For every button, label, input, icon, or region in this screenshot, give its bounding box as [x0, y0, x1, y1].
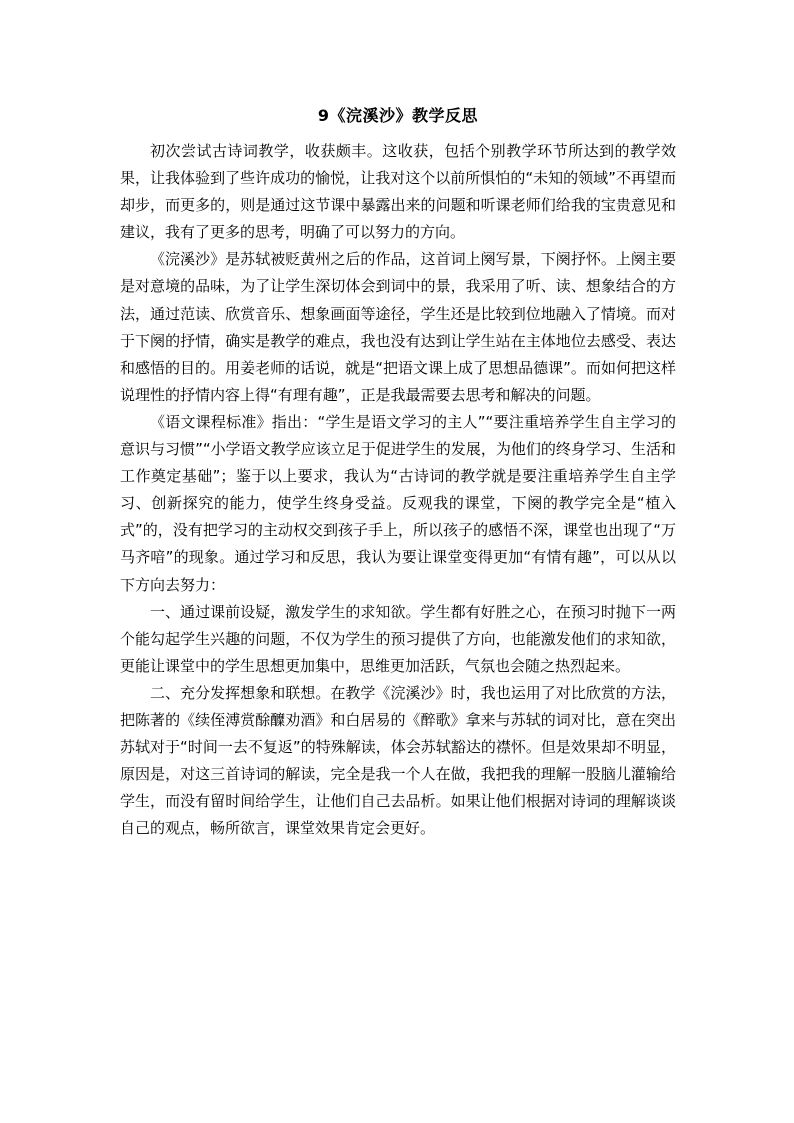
- paragraph-curriculum-standard: 《语文课程标准》指出：“学生是语文学习的主人”“要注重培养学生自主学习的意识与习惯”“小学语文教学应该立足于促进学生的发展，为他们的终身学习、生活和工作奠定基础”；鉴于以上要求，我认为“古诗词的教学就是要注重培养学生自主学习、创新探究的能力，使学生终身受益。反观我的课堂，下阕的教学完全是“植入式”的，没有把学习的主动权交到孩子手上，所以孩子的感悟不深，课堂也出现了“万马齐喑”的现象。通过学习和反思，我认为要让课堂变得更加“有情有趣”，可以从以下方向去努力：: [120, 412, 676, 594]
- paragraph-intro: 初次尝试古诗词教学，收获颇丰。这收获，包括个别教学环节所达到的教学效果，让我体验到了些许成功的愉悦，让我对这个以前所惧怕的“未知的领域”不再望而却步，而更多的，则是通过这节课中暴露出来的问题和听课老师们给我的宝贵意见和建议，我有了更多的思考，明确了可以努力的方向。: [120, 142, 676, 242]
- paragraph-point-two: 二、充分发挥想象和联想。在教学《浣溪沙》时，我也运用了对比欣赏的方法，把陈著的《续侄溥赏酴醾劝酒》和白居易的《醉歌》拿来与苏轼的词对比，意在突出苏轼对于“时间一去不复返”的特殊解读，体会苏轼豁达的襟怀。但是效果却不明显，原因是，对这三首诗词的解读，完全是我一个人在做，我把我的理解一股脑儿灌输给学生，而没有留时间给学生，让他们自己去品析。如果让他们根据对诗词的理解谈谈自己的观点，畅所欲言，课堂效果肯定会更好。: [120, 683, 676, 838]
- paragraph-point-one: 一、通过课前设疑，激发学生的求知欲。学生都有好胜之心，在预习时抛下一两个能勾起学生兴趣的问题，不仅为学生的预习提供了方向，也能激发他们的求知欲，更能让课堂中的学生思想更加集中，思维更加活跃，气氛也会随之热烈起来。: [120, 602, 676, 675]
- document-body: [120, 102, 676, 842]
- paragraph-poem-analysis: 《浣溪沙》是苏轼被贬黄州之后的作品，这首词上阕写景，下阕抒怀。上阕主要是对意境的品味，为了让学生深切体会到词中的景，我采用了听、读、想象结合的方法，通过范读、欣赏音乐、想象画面等途径，学生还是比较到位地融入了情境。而对于下阕的抒情，确实是教学的难点，我也没有达到让学生站在主体地位去感受、表达和感悟的目的。用姜老师的话说，就是“把语文课上成了思想品德课”。而如何把这样说理性的抒情内容上得“有理有趣”，正是我最需要去思考和解决的问题。: [120, 250, 676, 404]
- document-title: 9《浣溪沙》教学反思: [317, 106, 479, 125]
